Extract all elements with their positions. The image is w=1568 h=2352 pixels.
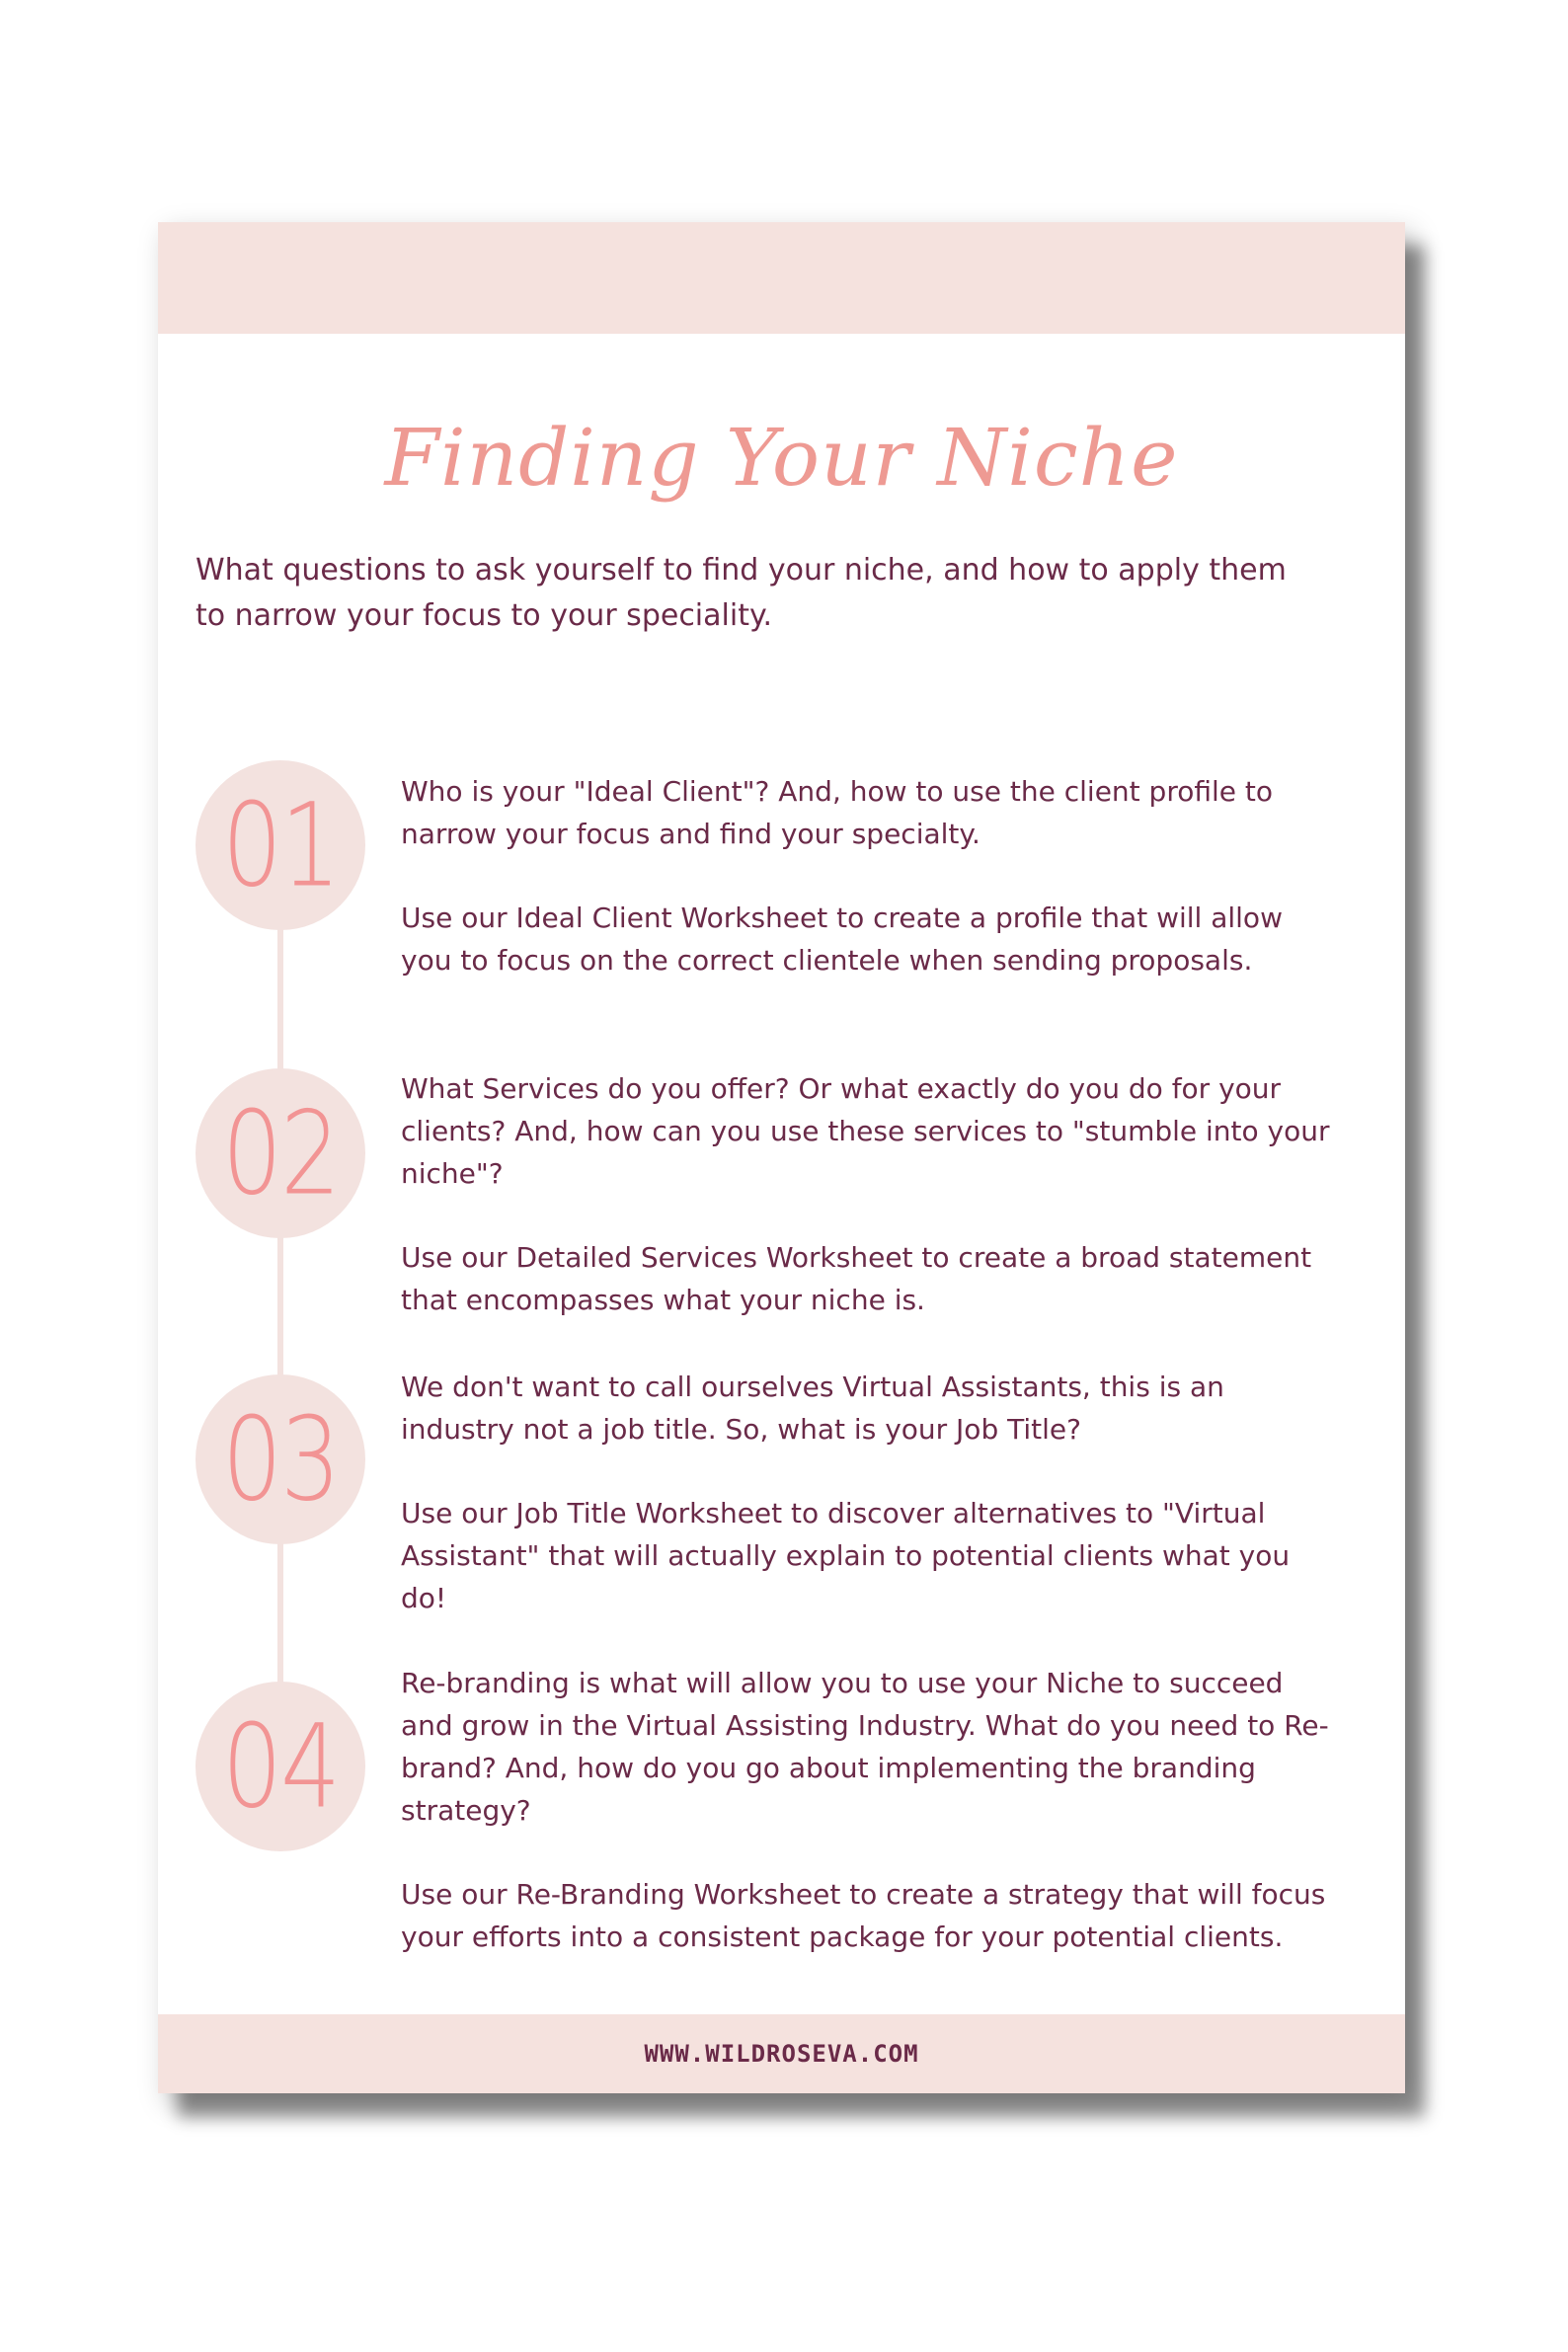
step-number-circle <box>196 1682 365 1851</box>
step-text-block <box>401 1662 1339 1958</box>
step-question: Re-branding is what will allow you to use your Niche to succeed and grow in the Virtual Assisting Industry. What do you need to Re-brand? And, how do you go about implementing the branding strategy? <box>401 1667 1329 1827</box>
step-action: Use our Re-Branding Worksheet to create a strategy that will focus your efforts into a consistent package for your potential clients. <box>401 1878 1326 1953</box>
worksheet-page <box>158 222 1405 2093</box>
step-action: Use our Job Title Worksheet to discover alternatives to "Virtual Assistant" that will actually explain to potential clients what you do! <box>401 1497 1291 1614</box>
step-question: What Services do you offer? Or what exactly do you do for your clients? And, how can you use these services to "stumble into your niche"? <box>401 1072 1330 1190</box>
footer-band <box>158 2014 1405 2093</box>
step-number-circle <box>196 1374 365 1544</box>
step-question: We don't want to call ourselves Virtual Assistants, this is an industry not a job title. So, what is your Job Title? <box>401 1371 1224 1446</box>
timeline-line <box>277 815 283 1822</box>
step-number: 03 <box>221 1391 340 1528</box>
step-number: 04 <box>221 1698 340 1835</box>
footer-website-link[interactable]: WWW.WILDROSEVA.COM <box>644 2040 919 2068</box>
header-band <box>158 222 1405 334</box>
step-text-block <box>401 1366 1339 1619</box>
step-number: 02 <box>221 1085 340 1221</box>
page-title: Finding Your Niche <box>384 412 1179 504</box>
step-question: Who is your "Ideal Client"? And, how to use the client profile to narrow your focus and find your specialty. <box>401 775 1273 850</box>
step-action: Use our Ideal Client Worksheet to create a profile that will allow you to focus on the correct clientele when sending proposals. <box>401 902 1283 977</box>
step-number-circle <box>196 1068 365 1238</box>
step-number-circle <box>196 760 365 930</box>
step-number: 01 <box>221 777 340 913</box>
step-text-block <box>401 1067 1339 1321</box>
step-text-block <box>401 770 1339 981</box>
step-action: Use our Detailed Services Worksheet to create a broad statement that encompasses what your niche is. <box>401 1241 1312 1316</box>
intro-text: What questions to ask yourself to find your niche, and how to apply them to narrow your focus to your speciality. <box>196 553 1287 633</box>
